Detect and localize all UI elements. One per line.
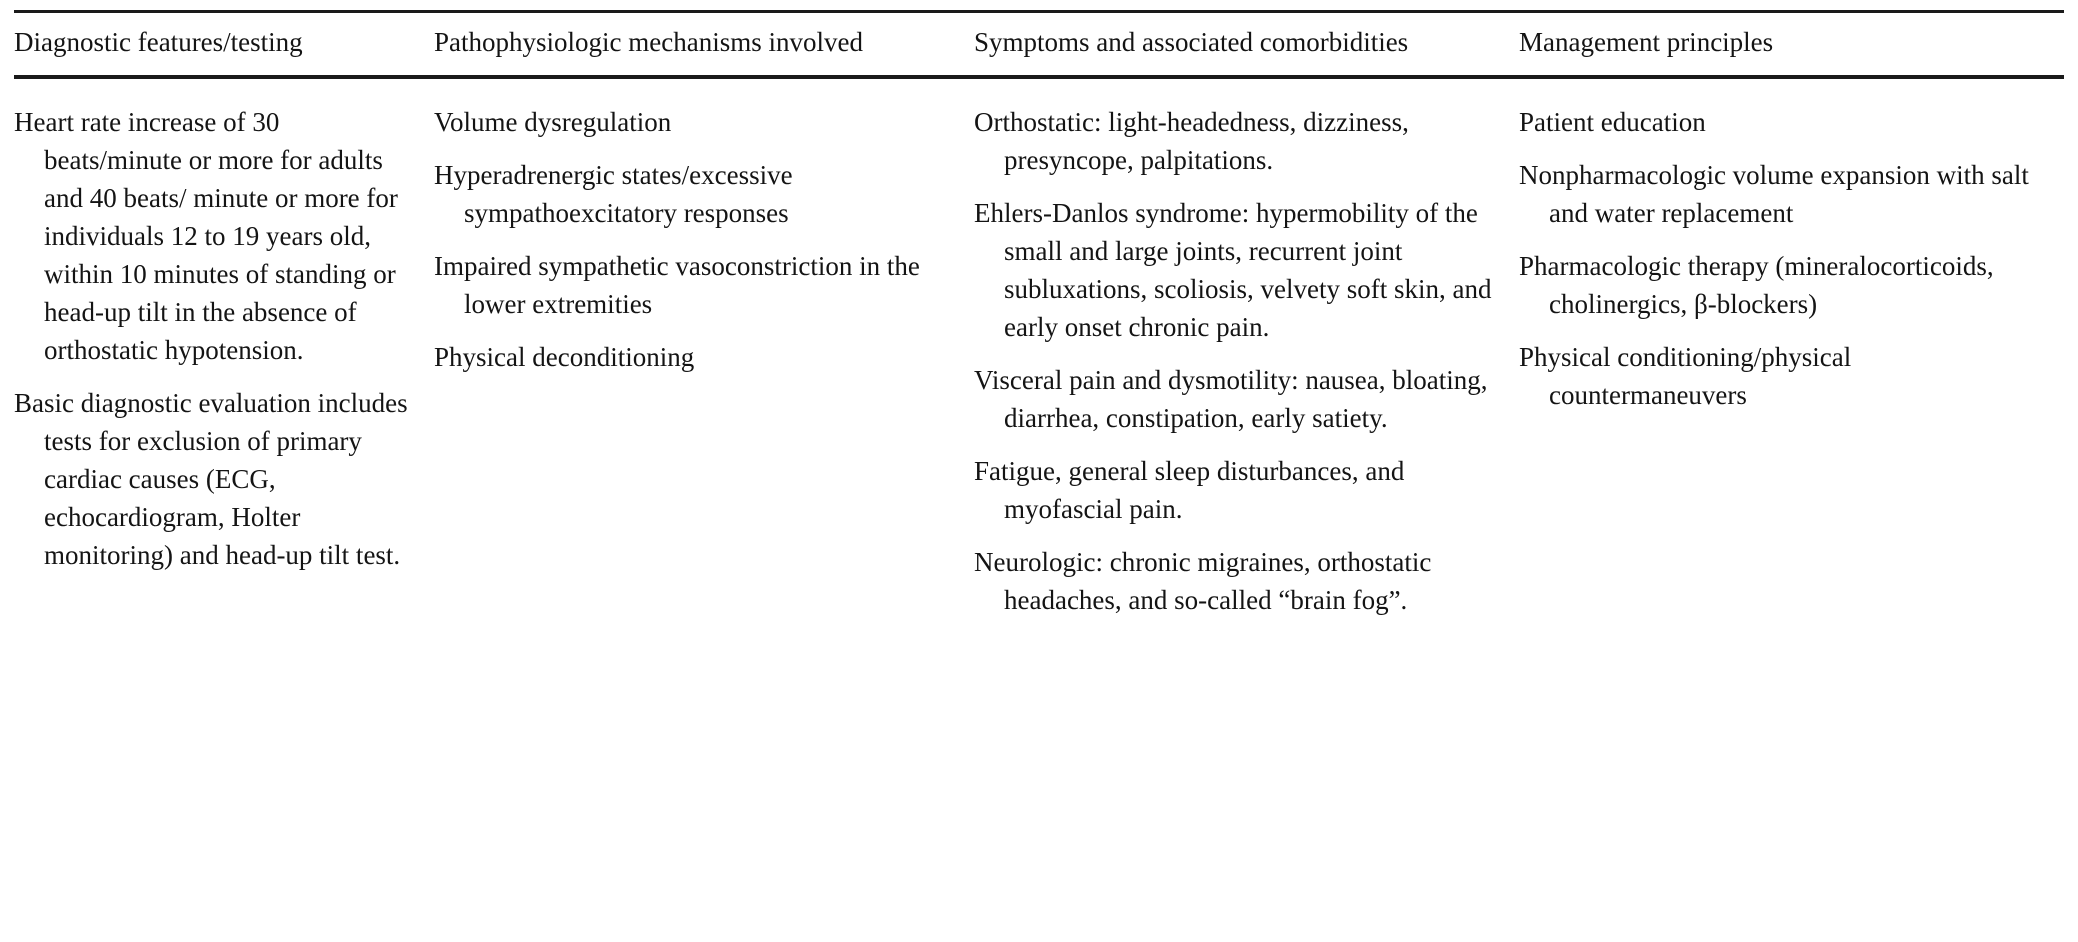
table-body-row	[14, 79, 2064, 619]
column-header-label: Management principles	[1519, 27, 1774, 57]
table-paragraph: Ehlers-Danlos syndrome: hypermobility of the small and large joints, recurrent joint subluxations, scoliosis, velvety soft skin, and early onset chronic pain.	[974, 198, 1492, 342]
table-paragraph: Neurologic: chronic migraines, orthostatic headaches, and so-called “brain fog”.	[974, 547, 1432, 615]
column-header-management	[1519, 13, 2064, 75]
column-header-diagnostic	[14, 13, 434, 75]
column-management	[1519, 79, 2064, 619]
table-paragraph: Physical deconditioning	[434, 342, 695, 372]
column-pathophysiologic	[434, 79, 974, 619]
table-paragraph: Impaired sympathetic vasoconstriction in the lower extremities	[434, 251, 920, 319]
table-paragraph: Orthostatic: light-headedness, dizziness, presyncope, palpitations.	[974, 107, 1409, 175]
table-paragraph: Volume dysregulation	[434, 107, 672, 137]
table-paragraph: Visceral pain and dysmotility: nausea, bloating, diarrhea, constipation, early satiety.	[974, 365, 1488, 433]
table-paragraph: Patient education	[1519, 107, 1706, 137]
column-diagnostic	[14, 79, 434, 619]
table-paragraph: Heart rate increase of 30 beats/minute or more for adults and 40 beats/ minute or more for individuals 12 to 19 years old, within 10 minutes of standing or head-up tilt in the absence of orthostatic hypotension.	[14, 107, 398, 365]
table-header-row	[14, 13, 2064, 75]
table-paragraph: Fatigue, general sleep disturbances, and myofascial pain.	[974, 456, 1405, 524]
table-paragraph: Hyperadrenergic states/excessive sympathoexcitatory responses	[434, 160, 793, 228]
table-paragraph: Physical conditioning/physical countermaneuvers	[1519, 342, 1852, 410]
table-paragraph: Nonpharmacologic volume expansion with salt and water replacement	[1519, 160, 2029, 228]
column-header-label: Symptoms and associated comorbidities	[974, 27, 1409, 57]
column-header-pathophysiologic	[434, 13, 974, 75]
column-header-label: Pathophysiologic mechanisms involved	[434, 27, 863, 57]
column-header-symptoms	[974, 13, 1519, 75]
table-paragraph: Pharmacologic therapy (mineralocorticoids, cholinergics, β-blockers)	[1519, 251, 1994, 319]
column-header-label: Diagnostic features/testing	[14, 27, 303, 57]
column-symptoms	[974, 79, 1519, 619]
table-paragraph: Basic diagnostic evaluation includes tests for exclusion of primary cardiac causes (ECG, echocardiogram, Holter monitoring) and head-up tilt test.	[14, 388, 408, 570]
